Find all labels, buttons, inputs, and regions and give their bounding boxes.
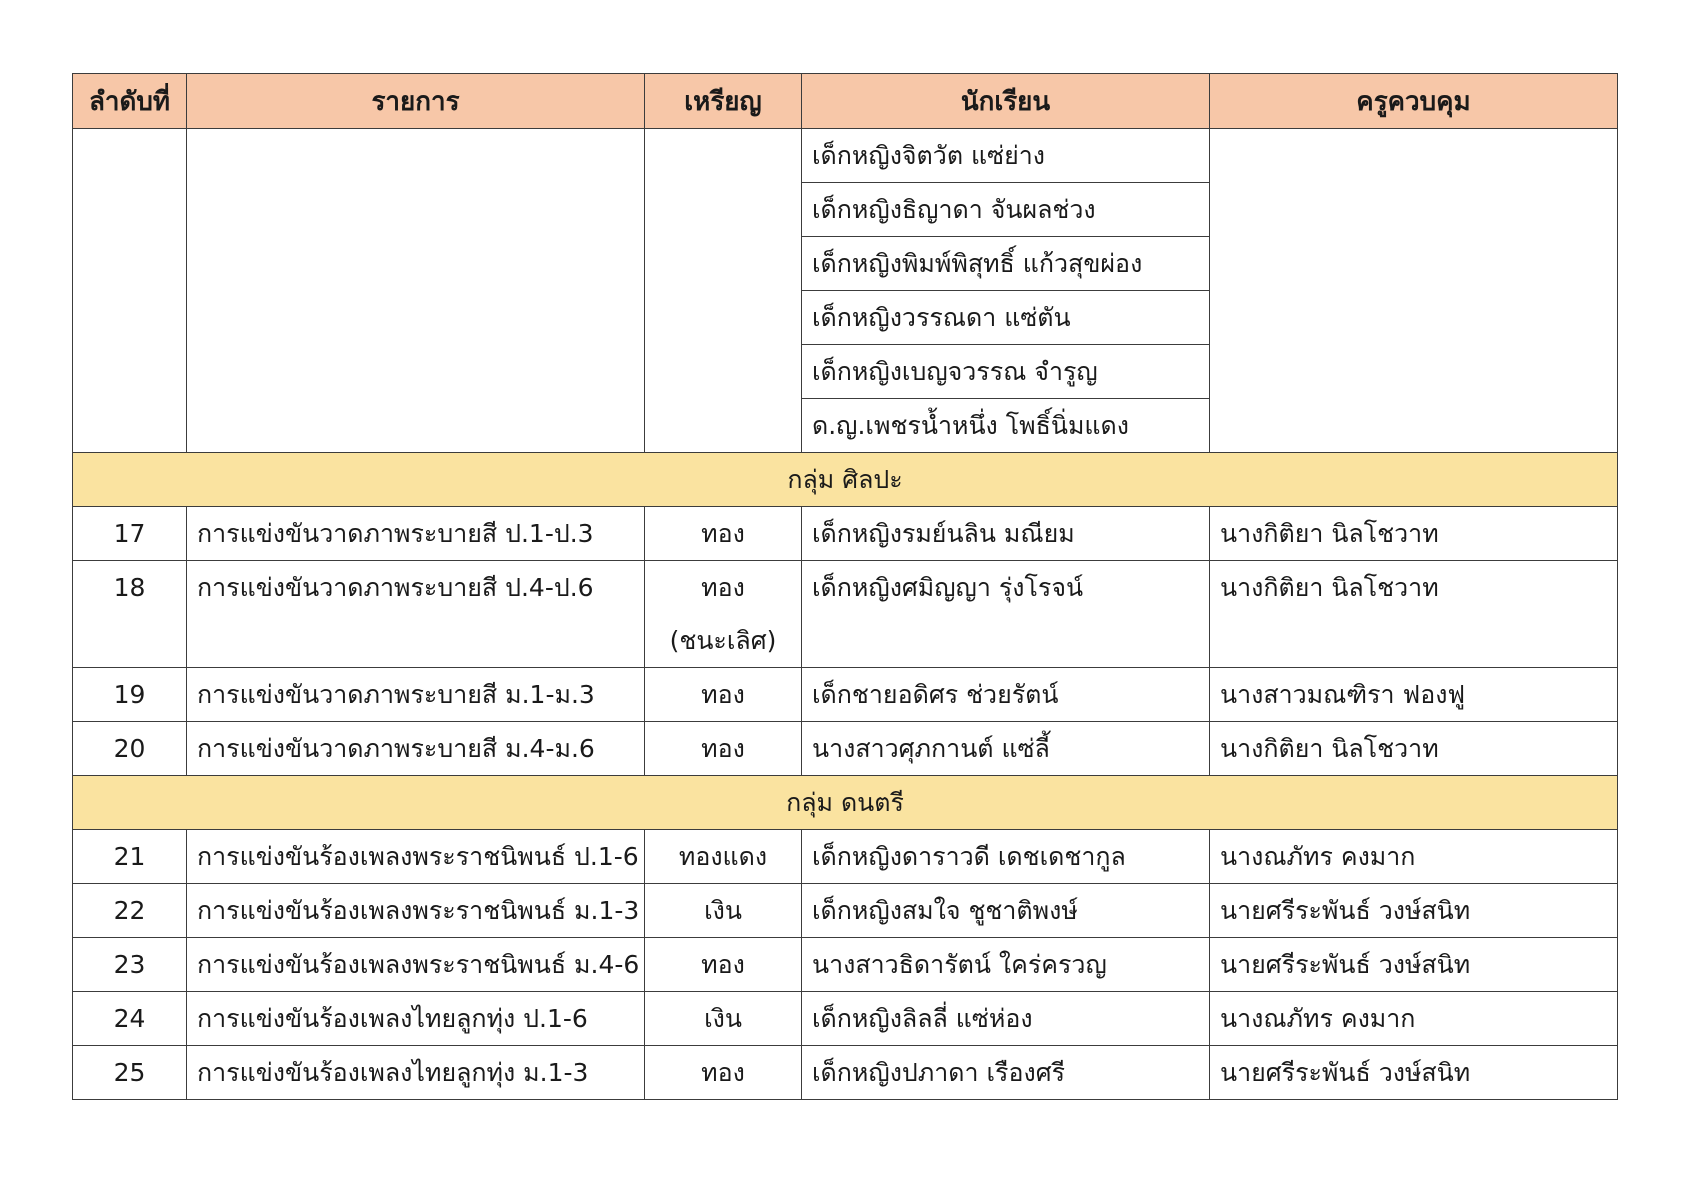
row-no: 20	[73, 722, 187, 776]
row-teacher: นางณภัทร คงมาก	[1210, 992, 1618, 1046]
row-no: 18	[73, 561, 187, 668]
row-medal: ทอง	[645, 938, 802, 992]
table-row	[73, 992, 1618, 1046]
table-row	[73, 561, 1618, 668]
group-row-art	[73, 453, 1618, 507]
continued-item-cell	[187, 129, 645, 453]
row-no: 19	[73, 668, 187, 722]
row-medal: ทอง	[645, 668, 802, 722]
row-no: 21	[73, 830, 187, 884]
row-student: เด็กหญิงลิลลี่ แซ่ห่อง	[802, 992, 1210, 1046]
student-name: เด็กหญิงจิตวัต แซ่ย่าง	[802, 129, 1210, 183]
row-item: การแข่งขันร้องเพลงพระราชนิพนธ์ ม.1-3	[187, 884, 645, 938]
group-row-music	[73, 776, 1618, 830]
row-item: การแข่งขันวาดภาพระบายสี ม.4-ม.6	[187, 722, 645, 776]
student-name: เด็กหญิงพิมพ์พิสุทธิ์ แก้วสุขผ่อง	[802, 237, 1210, 291]
student-name: เด็กหญิงเบญจวรรณ จำรูญ	[802, 345, 1210, 399]
row-medal: ทอง	[701, 573, 745, 602]
student-name: ด.ญ.เพชรน้ำหนึ่ง โพธิ์นิ่มแดง	[802, 399, 1210, 453]
table-row	[73, 830, 1618, 884]
row-item: การแข่งขันร้องเพลงพระราชนิพนธ์ ม.4-6	[187, 938, 645, 992]
row-medal: เงิน	[645, 992, 802, 1046]
row-student: เด็กหญิงรมย์นลิน มณียม	[802, 507, 1210, 561]
header-teacher: ครูควบคุม	[1210, 74, 1618, 129]
row-student: นางสาวธิดารัตน์ ใคร่ครวญ	[802, 938, 1210, 992]
row-medal: ทอง	[645, 1046, 802, 1100]
row-item: การแข่งขันร้องเพลงไทยลูกทุ่ง ม.1-3	[187, 1046, 645, 1100]
continued-teacher-cell	[1210, 129, 1618, 453]
row-teacher: นางกิติยา นิลโชวาท	[1210, 561, 1618, 668]
row-no: 22	[73, 884, 187, 938]
header-row	[73, 74, 1618, 129]
table-row	[73, 722, 1618, 776]
row-teacher: นายศรีระพันธ์ วงษ์สนิท	[1210, 884, 1618, 938]
row-teacher: นายศรีระพันธ์ วงษ์สนิท	[1210, 938, 1618, 992]
row-student: เด็กหญิงศมิญญา รุ่งโรจน์	[802, 561, 1210, 668]
table-row	[73, 1046, 1618, 1100]
row-student: เด็กหญิงสมใจ ชูชาติพงษ์	[802, 884, 1210, 938]
row-student: เด็กหญิงปภาดา เรืองศรี	[802, 1046, 1210, 1100]
group-title: กลุ่ม ดนตรี	[73, 776, 1618, 830]
table-row	[73, 668, 1618, 722]
row-no: 25	[73, 1046, 187, 1100]
row-no: 23	[73, 938, 187, 992]
row-teacher: นางสาวมณฑิรา ฟองฟู	[1210, 668, 1618, 722]
table-row	[73, 507, 1618, 561]
row-item: การแข่งขันร้องเพลงพระราชนิพนธ์ ป.1-6	[187, 830, 645, 884]
row-student: เด็กชายอดิศร ช่วยรัตน์	[802, 668, 1210, 722]
row-medal-note: (ชนะเลิศ)	[669, 626, 777, 655]
row-medal: เงิน	[645, 884, 802, 938]
row-medal-cell	[645, 561, 802, 668]
row-item: การแข่งขันวาดภาพระบายสี ป.4-ป.6	[187, 561, 645, 668]
row-item: การแข่งขันวาดภาพระบายสี ป.1-ป.3	[187, 507, 645, 561]
student-name: เด็กหญิงธิญาดา จันผลช่วง	[802, 183, 1210, 237]
header-medal: เหรียญ	[645, 74, 802, 129]
row-student: นางสาวศุภกานต์ แซ่ลี้	[802, 722, 1210, 776]
table-row	[73, 884, 1618, 938]
row-no: 17	[73, 507, 187, 561]
row-item: การแข่งขันวาดภาพระบายสี ม.1-ม.3	[187, 668, 645, 722]
row-teacher: นางกิติยา นิลโชวาท	[1210, 722, 1618, 776]
header-item: รายการ	[187, 74, 645, 129]
row-teacher: นายศรีระพันธ์ วงษ์สนิท	[1210, 1046, 1618, 1100]
header-student: นักเรียน	[802, 74, 1210, 129]
continued-row	[73, 129, 1618, 183]
header-no: ลำดับที่	[73, 74, 187, 129]
group-title: กลุ่ม ศิลปะ	[73, 453, 1618, 507]
continued-no-cell	[73, 129, 187, 453]
student-name: เด็กหญิงวรรณดา แซ่ตัน	[802, 291, 1210, 345]
row-no: 24	[73, 992, 187, 1046]
table-row	[73, 938, 1618, 992]
row-teacher: นางกิติยา นิลโชวาท	[1210, 507, 1618, 561]
row-item: การแข่งขันร้องเพลงไทยลูกทุ่ง ป.1-6	[187, 992, 645, 1046]
row-medal: ทองแดง	[645, 830, 802, 884]
row-medal: ทอง	[645, 507, 802, 561]
row-student: เด็กหญิงดาราวดี เดชเดชากูล	[802, 830, 1210, 884]
row-teacher: นางณภัทร คงมาก	[1210, 830, 1618, 884]
awards-table	[72, 73, 1618, 1100]
continued-medal-cell	[645, 129, 802, 453]
row-medal: ทอง	[645, 722, 802, 776]
